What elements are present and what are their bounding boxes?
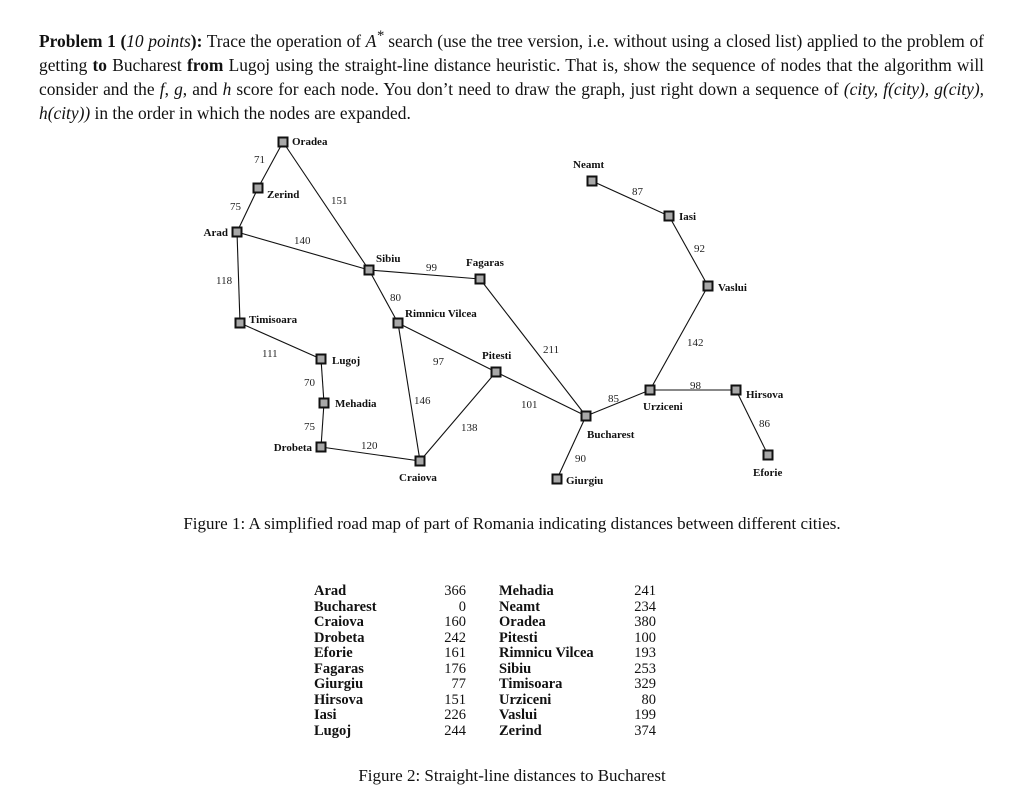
distance-label-sibiu-fagaras: 99 — [426, 262, 437, 274]
city-label-zerind: Zerind — [267, 189, 300, 201]
problem-text-3: Bucharest — [107, 54, 187, 75]
sld-city-name: Sibiu — [499, 660, 532, 677]
city-label-arad: Arad — [203, 227, 228, 239]
distance-label-oradea-zerind: 71 — [254, 154, 265, 166]
road-rimnicu-craiova — [398, 323, 420, 461]
distance-label-bucharest-giurgiu: 90 — [575, 453, 586, 465]
sld-city-name: Neamt — [499, 598, 541, 615]
sld-city-name: Vaslui — [499, 707, 538, 723]
road-sibiu-fagaras — [369, 270, 480, 279]
city-label-urziceni: Urziceni — [643, 401, 683, 413]
city-label-rimnicu: Rimnicu Vilcea — [405, 308, 477, 320]
sld-value: 241 — [634, 583, 656, 599]
road-rimnicu-pitesti — [398, 323, 496, 372]
road-lugoj-mehadia — [321, 359, 324, 403]
city-node-hirsova — [732, 386, 741, 395]
city-node-lugoj — [317, 355, 326, 364]
table-row — [314, 600, 656, 616]
sld-value: 253 — [634, 660, 656, 677]
sld-city-name: Urziceni — [499, 691, 552, 708]
column-gap — [466, 724, 499, 740]
city-label-sibiu: Sibiu — [376, 253, 401, 265]
city-node-pitesti — [492, 368, 501, 377]
sld-city-name: Giurgiu — [314, 676, 364, 692]
sld-city-name: Lugoj — [314, 722, 352, 739]
distance-label-craiova-pitesti: 138 — [461, 422, 478, 434]
distance-label-urziceni-vaslui: 142 — [687, 337, 704, 349]
city-label-eforie: Eforie — [753, 467, 783, 479]
problem-points: 10 points — [126, 30, 191, 51]
city-node-craiova — [416, 457, 425, 466]
problem-text-1: Trace the operation of — [206, 30, 366, 51]
road-craiova-pitesti — [420, 372, 496, 461]
distance-label-mehadia-drobeta: 75 — [304, 421, 315, 433]
sld-value: 77 — [451, 676, 466, 692]
to-word: to — [92, 54, 108, 75]
table-row — [314, 677, 656, 693]
table-row — [314, 584, 656, 600]
roads — [237, 142, 768, 479]
h-symbol: h — [222, 78, 232, 99]
distance-label-rimnicu-craiova: 146 — [414, 395, 431, 407]
problem-statement: Problem 1 (10 points): Trace the operation of A* search (use the tree version, i.e. without using a closed list) applied to the problem of getting to Bucharest from Lugoj using the straight-line distance heuristic. That is, show the sequence of nodes that the algorithm will consider and the f, g, and h score for each node. You don’t need to draw the graph, just right down a sequence of (city, f(city), g(city), h(city)) in the order in which the nodes are expanded. — [39, 28, 984, 123]
city-node-neamt — [588, 177, 597, 186]
distance-label-lugoj-mehadia: 70 — [304, 377, 315, 389]
table-row — [314, 615, 656, 631]
column-gap — [466, 600, 499, 616]
sld-value: 80 — [641, 691, 656, 708]
road-oradea-sibiu — [283, 142, 369, 270]
figure-2-caption: Figure 2: Straight-line distances to Bucharest — [358, 766, 666, 785]
problem-heading: Problem 1 — [39, 30, 116, 51]
column-gap — [466, 662, 499, 678]
sld-value: 100 — [634, 629, 656, 646]
straight-line-distance-table — [314, 584, 656, 739]
sld-value: 380 — [634, 614, 656, 630]
distance-label-arad-timisoara: 118 — [216, 275, 233, 287]
city-node-fagaras — [476, 275, 485, 284]
distance-label-rimnicu-pitesti: 97 — [433, 356, 444, 368]
column-gap — [466, 615, 499, 631]
road-pitesti-bucharest — [496, 372, 586, 416]
city-label-lugoj: Lugoj — [332, 355, 361, 367]
column-gap — [466, 677, 499, 693]
table-row — [314, 708, 656, 724]
column-gap — [466, 631, 499, 647]
distance-label-drobeta-craiova: 120 — [361, 440, 378, 452]
sld-value: 244 — [444, 722, 466, 739]
sld-value: 176 — [444, 660, 466, 677]
city-node-eforie — [764, 451, 773, 460]
column-gap — [466, 646, 499, 662]
city-node-timisoara — [236, 319, 245, 328]
road-timisoara-lugoj — [240, 323, 321, 359]
sld-value: 161 — [444, 645, 466, 661]
distance-label-urziceni-hirsova: 98 — [690, 380, 701, 392]
sld-value: 242 — [444, 629, 466, 646]
tuple-expression: (city, f(city), g(city), h(city)) — [39, 78, 984, 123]
city-label-craiova: Craiova — [399, 472, 437, 484]
table-row — [314, 724, 656, 740]
city-label-fagaras: Fagaras — [466, 257, 504, 269]
problem-text-5: score for each node. You don’t need to draw the graph, just right down a sequence of — [231, 78, 844, 99]
distance-label-hirsova-eforie: 86 — [759, 418, 770, 430]
sld-value: 160 — [444, 614, 466, 630]
sld-city-name: Fagaras — [314, 660, 364, 677]
road-bucharest-giurgiu — [557, 416, 586, 479]
distance-label-timisoara-lugoj: 111 — [262, 348, 278, 360]
city-label-mehadia: Mehadia — [335, 398, 377, 410]
city-label-iasi: Iasi — [679, 211, 697, 223]
sld-city-name: Mehadia — [499, 583, 554, 599]
sld-value: 234 — [634, 598, 656, 615]
sld-city-name: Drobeta — [314, 629, 365, 646]
city-label-vaslui: Vaslui — [718, 282, 747, 294]
city-node-mehadia — [320, 399, 329, 408]
sld-value: 0 — [458, 598, 466, 615]
road-fagaras-bucharest — [480, 279, 586, 416]
distance-label-fagaras-bucharest: 211 — [543, 344, 560, 356]
city-label-bucharest: Bucharest — [587, 429, 635, 441]
road-iasi-neamt — [592, 181, 669, 216]
city-label-neamt: Neamt — [573, 159, 605, 171]
problem-text-4: Lugoj using the straight-line distance heuristic. That is, show the sequence of nodes that the algorithm will consider and the — [39, 54, 984, 99]
sld-city-name: Eforie — [314, 645, 353, 661]
sld-city-name: Zerind — [499, 722, 542, 739]
sld-value: 193 — [634, 645, 656, 661]
distance-label-oradea-sibiu: 151 — [331, 195, 348, 207]
city-node-vaslui — [704, 282, 713, 291]
sld-city-name: Arad — [314, 583, 347, 599]
city-node-giurgiu — [553, 475, 562, 484]
city-label-oradea: Oradea — [292, 136, 328, 148]
sld-city-name: Iasi — [314, 707, 337, 723]
sld-value: 366 — [444, 583, 466, 599]
city-label-hirsova: Hirsova — [746, 389, 784, 401]
city-node-arad — [233, 228, 242, 237]
city-labels — [204, 136, 784, 487]
distance-label-arad-sibiu: 140 — [294, 235, 311, 247]
problem-text-6: in the order in which the nodes are expanded. — [90, 102, 411, 123]
city-node-zerind — [254, 184, 263, 193]
sld-city-name: Timisoara — [499, 676, 563, 692]
table-row — [314, 646, 656, 662]
city-label-pitesti: Pitesti — [482, 350, 512, 362]
road-arad-timisoara — [237, 232, 240, 323]
figure-1-caption: Figure 1: A simplified road map of part of Romania indicating distances between different cities. — [183, 514, 841, 533]
distance-label-vaslui-iasi: 92 — [694, 243, 705, 255]
g-symbol: g — [174, 78, 183, 99]
distance-label-zerind-arad: 75 — [230, 201, 241, 213]
table-row — [314, 631, 656, 647]
from-word: from — [186, 54, 224, 75]
sld-value: 199 — [634, 707, 656, 723]
city-label-giurgiu: Giurgiu — [566, 475, 604, 487]
sld-city-name: Rimnicu Vilcea — [499, 645, 594, 661]
column-gap — [466, 708, 499, 724]
city-node-rimnicu — [394, 319, 403, 328]
sld-value: 151 — [444, 691, 466, 708]
sld-city-name: Bucharest — [314, 598, 377, 615]
distance-label-iasi-neamt: 87 — [632, 186, 643, 198]
sld-city-name: Hirsova — [314, 691, 364, 708]
sld-value: 374 — [634, 722, 656, 739]
sld-city-name: Pitesti — [499, 629, 538, 646]
city-node-sibiu — [365, 266, 374, 275]
table-row — [314, 693, 656, 709]
sld-value: 329 — [634, 676, 656, 692]
distance-label-sibiu-rimnicu: 80 — [390, 292, 401, 304]
sld-city-name: Oradea — [499, 614, 546, 630]
problem-text-2: search (use the tree version, i.e. without using a closed list) applied to the problem of getting — [39, 30, 984, 75]
distance-label-bucharest-urziceni: 85 — [608, 393, 619, 405]
a-star-symbol: A* — [365, 28, 384, 51]
city-node-oradea — [279, 138, 288, 147]
city-label-timisoara: Timisoara — [249, 314, 298, 326]
city-node-iasi — [665, 212, 674, 221]
road-mehadia-drobeta — [321, 403, 324, 447]
sld-city-name: Craiova — [314, 614, 364, 630]
f-symbol: f — [159, 78, 165, 99]
city-node-urziceni — [646, 386, 655, 395]
city-node-bucharest — [582, 412, 591, 421]
table-row — [314, 662, 656, 678]
city-label-drobeta: Drobeta — [273, 442, 312, 454]
sld-value: 226 — [444, 707, 466, 723]
distance-label-pitesti-bucharest: 101 — [521, 399, 538, 411]
column-gap — [466, 693, 499, 709]
column-gap — [466, 584, 499, 600]
city-node-drobeta — [317, 443, 326, 452]
